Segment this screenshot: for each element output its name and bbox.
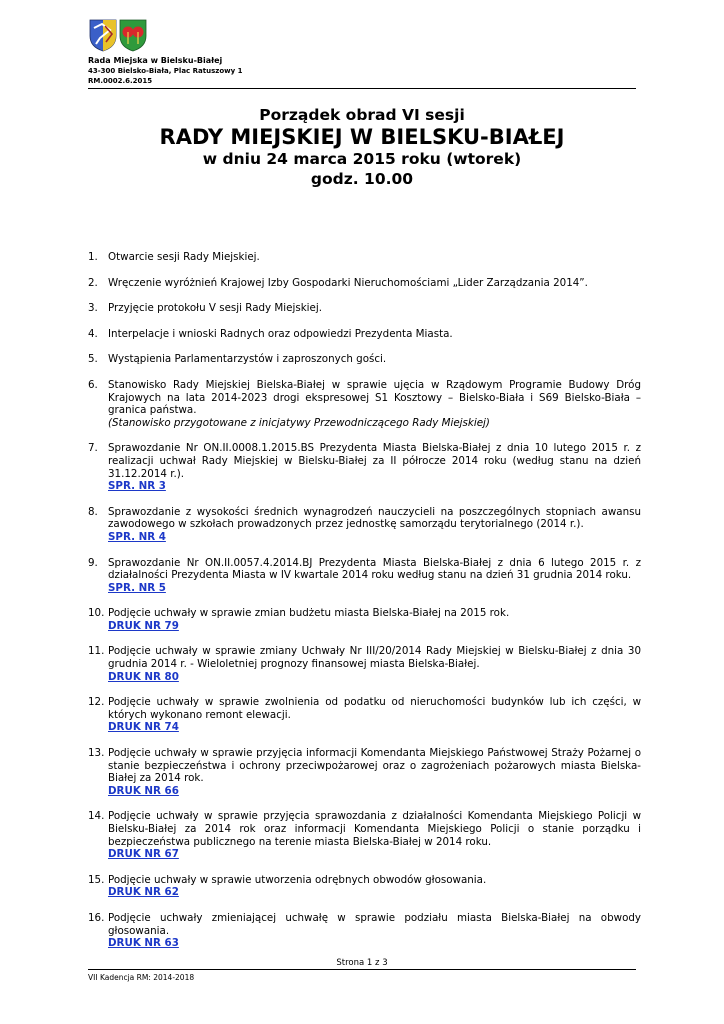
agenda-item-text: Stanowisko Rady Miejskiej Bielska-Białej w sprawie ujęcia w Rządowym Programie Budowy Dróg Krajowych na lata 2014-2023 drogi ekspresowej S1 Kosztowy – Bielsko-Biała i S69 Bielsko-Biała – granica państwa. — [108, 378, 641, 417]
title-session: Porządek obrad VI sesji — [259, 106, 465, 124]
agenda-item: 16. Podjęcie uchwały zmieniającej uchwałę w sprawie podziału miasta Bielska-Białej na obwody głosowania. DRUK NR 63 — [88, 911, 641, 950]
agenda-item-note: (Stanowisko przygotowane z inicjatywy Przewodniczącego Rady Miejskiej) — [108, 416, 490, 429]
document-link-druk-63[interactable]: DRUK NR 63 — [108, 937, 179, 950]
agenda-item-text: Sprawozdanie z wysokości średnich wynagrodzeń nauczycieli na poszczególnych stopniach awansu zawodowego w szkołach prowadzonych przez jednostkę samorządu terytorialnego (2014 r.). — [108, 505, 641, 531]
agenda-item-text: Wręczenie wyróżnień Krajowej Izby Gospodarki Nieruchomościami „Lider Zarządzania 2014”. — [108, 276, 588, 289]
document-link-spr-3[interactable]: SPR. NR 3 — [108, 480, 166, 493]
agenda-item-text: Sprawozdanie Nr ON.II.0008.1.2015.BS Prezydenta Miasta Bielska-Białej z dnia 10 lutego 2015 r. z realizacji uchwał Rady Miejskiej w Bielsku-Białej za II półrocze 2014 roku (według stanu na dzień 31.12.2014 r.). — [108, 442, 641, 480]
agenda-item-text: Podjęcie uchwały w sprawie zmian budżetu miasta Bielska-Białej na 2015 rok. — [108, 607, 510, 620]
agenda-item-text: Otwarcie sesji Rady Miejskiej. — [108, 251, 260, 263]
agenda-item-text: Interpelacje i wnioski Radnych oraz odpowiedzi Prezydenta Miasta. — [108, 327, 453, 340]
agenda-item-text: Podjęcie uchwały w sprawie zmiany Uchwały Nr III/20/2014 Rady Miejskiej w Bielsku-Białej z dnia 30 grudnia 2014 r. - Wieloletniej prognozy finansowej miasta Bielska-Białej. — [108, 645, 641, 671]
agenda-item: 10. Podjęcie uchwały w sprawie zmian budżetu miasta Bielska-Białej na 2015 rok. DRUK NR 79 — [88, 607, 510, 632]
city-coat-of-arms-icon — [88, 18, 148, 52]
agenda-item: 5. Wystąpienia Parlamentarzystów i zaproszonych gości. — [88, 353, 387, 366]
agenda-item: 6. Stanowisko Rady Miejskiej Bielska-Białej w sprawie ujęcia w Rządowym Programie Budowy Dróg Krajowych na lata 2014-2023 drogi ekspresowej S1 Kosztowy – Bielsko-Biała i S69 Bielsko-Biała – granica państwa. (Stanowisko przygotowane z inicjatywy Przewodniczącego Rady Miejskiej) — [88, 378, 641, 429]
footer-term: VII Kadencja RM: 2014-2018 — [88, 973, 195, 982]
agenda-item: 9. Sprawozdanie Nr ON.II.0057.4.2014.BJ Prezydenta Miasta Bielska-Białej z dnia 6 lutego 2015 r. z działalności Prezydenta Miasta w IV kwartale 2014 roku według stanu na dzień 31 grudnia 2014 roku. SPR. NR 5 — [88, 556, 641, 594]
agenda-item: 4. Interpelacje i wnioski Radnych oraz odpowiedzi Prezydenta Miasta. — [88, 327, 453, 340]
footer-divider — [88, 969, 636, 970]
agenda-item: 3. Przyjęcie protokołu V sesji Rady Miejskiej. — [88, 302, 323, 315]
header-divider — [88, 88, 636, 89]
title-council: RADY MIEJSKIEJ W BIELSKU-BIAŁEJ — [159, 125, 565, 149]
document-link-druk-79[interactable]: DRUK NR 79 — [108, 619, 179, 632]
document-reference: RM.0002.6.2015 — [88, 77, 153, 85]
header-organization — [88, 56, 242, 86]
document-link-druk-66[interactable]: DRUK NR 66 — [108, 784, 179, 797]
document-link-druk-62[interactable]: DRUK NR 62 — [108, 886, 179, 899]
agenda-item: 15. Podjęcie uchwały w sprawie utworzenia odrębnych obwodów głosowania. DRUK NR 62 — [88, 873, 487, 899]
document-link-spr-5[interactable]: SPR. NR 5 — [108, 581, 166, 594]
agenda-item: 11. Podjęcie uchwały w sprawie zmiany Uchwały Nr III/20/2014 Rady Miejskiej w Bielsku-Białej z dnia 30 grudnia 2014 r. - Wieloletniej prognozy finansowej miasta Bielska-Białej. DRUK NR 80 — [88, 645, 641, 683]
title-time: godz. 10.00 — [310, 170, 414, 188]
agenda-item-text: Podjęcie uchwały w sprawie przyjęcia sprawozdania z działalności Komendanta Miejskiego Policji w Bielsku-Białej za 2014 rok oraz informacji Komendanta Miejskiego Policji o stanie porządku i bezpieczeństwa publicznego na terenie miasta Bielska-Białej w 2014 roku. — [108, 810, 641, 848]
agenda-item-text: Podjęcie uchwały w sprawie utworzenia odrębnych obwodów głosowania. — [108, 873, 487, 886]
agenda-item-text: Przyjęcie protokołu V sesji Rady Miejskiej. — [108, 302, 323, 315]
document-link-druk-80[interactable]: DRUK NR 80 — [108, 670, 179, 683]
agenda-list — [88, 251, 641, 950]
agenda-item: 1. Otwarcie sesji Rady Miejskiej. — [88, 251, 260, 263]
agenda-item-text: Podjęcie uchwały w sprawie przyjęcia informacji Komendanta Miejskiego Państwowej Straży Pożarnej o stanie bezpieczeństwa i ochrony przeciwpożarowej oraz o zagrożeniach pożarowych miasta Bielska-Białej za 2014 rok. — [108, 747, 641, 785]
org-name: Rada Miejska w Bielsku-Białej — [88, 56, 223, 65]
org-address: 43-300 Bielsko-Biała, Plac Ratuszowy 1 — [88, 67, 243, 75]
agenda-item-text: Podjęcie uchwały zmieniającej uchwałę w sprawie podziału miasta Bielska-Białej na obwody głosowania. — [108, 911, 641, 937]
agenda-item-text: Sprawozdanie Nr ON.II.0057.4.2014.BJ Prezydenta Miasta Bielska-Białej z dnia 6 lutego 2015 r. z działalności Prezydenta Miasta w IV kwartale 2014 roku według stanu na dzień 31 grudnia 2014 roku. — [108, 556, 641, 582]
document-link-druk-67[interactable]: DRUK NR 67 — [108, 848, 179, 861]
title-date: w dniu 24 marca 2015 roku (wtorek) — [202, 150, 522, 168]
agenda-item: 13. Podjęcie uchwały w sprawie przyjęcia informacji Komendanta Miejskiego Państwowej Straży Pożarnej o stanie bezpieczeństwa i ochrony przeciwpożarowej oraz o zagrożeniach pożarowych miasta Bielska-Białej za 2014 rok. DRUK NR 66 — [88, 747, 641, 797]
agenda-item: 8. Sprawozdanie z wysokości średnich wynagrodzeń nauczycieli na poszczególnych stopniach awansu zawodowego w szkołach prowadzonych przez jednostkę samorządu terytorialnego (2014 r.). SPR. NR 4 — [88, 505, 641, 543]
agenda-item: 2. Wręczenie wyróżnień Krajowej Izby Gospodarki Nieruchomościami „Lider Zarządzania 2014”. — [88, 276, 588, 289]
agenda-item: 7. Sprawozdanie Nr ON.II.0008.1.2015.BS Prezydenta Miasta Bielska-Białej z dnia 10 lutego 2015 r. z realizacji uchwał Rady Miejskiej w Bielsku-Białej za II półrocze 2014 roku (według stanu na dzień 31.12.2014 r.). SPR. NR 3 — [88, 442, 641, 493]
agenda-item: 12. Podjęcie uchwały w sprawie zwolnienia od podatku od nieruchomości budynków lub ich części, w których wykonano remont elewacji. DRUK NR 74 — [88, 696, 641, 734]
agenda-item: 14. Podjęcie uchwały w sprawie przyjęcia sprawozdania z działalności Komendanta Miejskiego Policji w Bielsku-Białej za 2014 rok oraz informacji Komendanta Miejskiego Policji o stanie porządku i bezpieczeństwa publicznego na terenie miasta Bielska-Białej w 2014 roku. DRUK NR 67 — [88, 810, 641, 861]
agenda-item-text: Podjęcie uchwały w sprawie zwolnienia od podatku od nieruchomości budynków lub ich części, w których wykonano remont elewacji. — [108, 696, 641, 721]
page-number: Strona 1 z 3 — [336, 958, 388, 968]
agenda-item-text: Wystąpienia Parlamentarzystów i zaproszonych gości. — [108, 353, 387, 366]
document-link-druk-74[interactable]: DRUK NR 74 — [108, 721, 179, 734]
document-title — [88, 106, 636, 189]
document-link-spr-4[interactable]: SPR. NR 4 — [108, 530, 166, 543]
